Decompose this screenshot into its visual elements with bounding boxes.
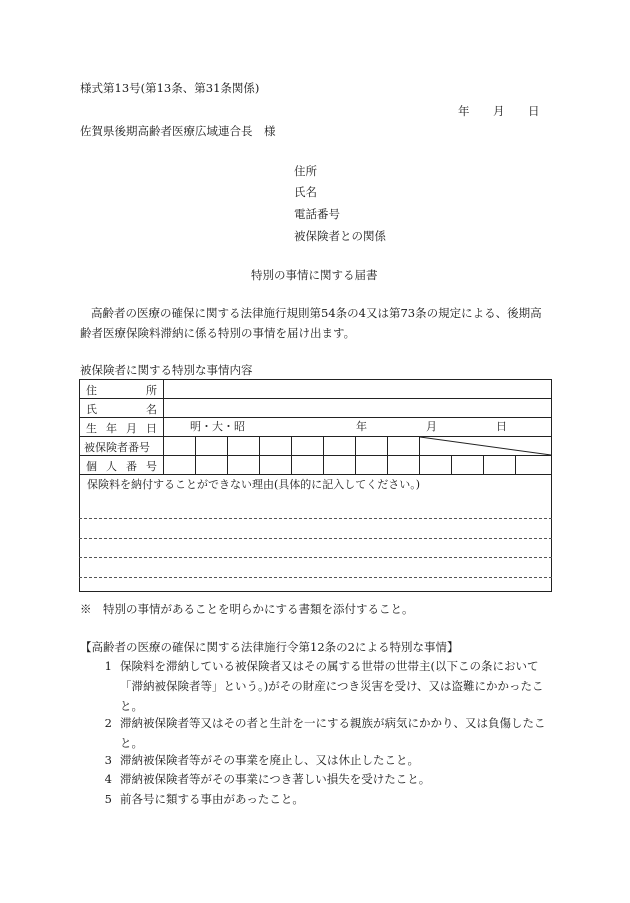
date-year-label: 年 (458, 104, 470, 118)
reason-writing-line (79, 538, 552, 539)
digit-box[interactable] (196, 456, 228, 475)
digit-box[interactable] (356, 437, 388, 456)
birthdate-input-cell[interactable] (164, 418, 552, 437)
list-item-number: 4 (104, 772, 112, 786)
list-item-text: 保険料を滞納している被保険者又はその属する世帯の世帯主(以下この条において「滞納被保険者等」という。)がその財産につき災害を受け、又は盗難にかかったこと。 (120, 659, 544, 713)
address-input-cell[interactable] (164, 380, 552, 399)
address-label-char: 所 (146, 384, 157, 397)
digit-box[interactable] (452, 456, 484, 475)
digit-box[interactable] (420, 456, 452, 475)
birth-year-label: 年 (356, 420, 367, 433)
table-row-name (80, 399, 552, 418)
insured-number-label: 被保険者番号 (84, 441, 150, 454)
personal-number-label-char: 号 (146, 460, 157, 473)
reason-box[interactable] (80, 475, 552, 592)
era-options: 明・大・昭 (190, 420, 245, 433)
table-row-address (80, 380, 552, 399)
section-title: 【高齢者の医療の確保に関する法律施行令第12条の2による特別な事情】 (80, 640, 459, 654)
address-label-char: 住 (86, 384, 97, 397)
intro-paragraph: 高齢者の医療の確保に関する法律施行規則第54条の4又は第73条の規定による、後期高齢者医療保険料滞納に係る特別の事情を届け出ます。 (80, 306, 542, 340)
table-row-birthdate (80, 418, 552, 437)
digit-box[interactable] (164, 437, 196, 456)
digit-box[interactable] (356, 456, 388, 475)
personal-number-label-char: 個 (86, 460, 97, 473)
birth-day-label: 日 (496, 420, 507, 433)
birth-label-char: 月 (126, 422, 137, 435)
list-item-number: 5 (104, 792, 112, 806)
list-item (98, 789, 553, 809)
digit-box[interactable] (516, 456, 552, 475)
list-item-number: 2 (104, 716, 112, 730)
digit-box[interactable] (292, 437, 324, 456)
document-title: 特別の事情に関する届書 (251, 268, 378, 282)
digit-box[interactable] (388, 456, 420, 475)
birth-label-char: 日 (146, 422, 157, 435)
applicant-name-label: 氏名 (294, 185, 317, 199)
form-number: 様式第13号(第13条、第31条関係) (80, 81, 260, 95)
list-item-text: 前各号に類する事由があったこと。 (120, 792, 304, 806)
applicant-relation-label: 被保険者との関係 (294, 229, 386, 243)
digit-box[interactable] (292, 456, 324, 475)
date-month-label: 月 (493, 104, 505, 118)
reason-writing-line (79, 557, 552, 558)
reason-writing-line (79, 518, 552, 519)
circumstances-table (79, 379, 552, 592)
digit-box[interactable] (260, 437, 292, 456)
reason-label: 保険料を納付することができない理由(具体的に記入してください。) (87, 478, 421, 491)
name-label-char: 氏 (86, 403, 97, 416)
table-row-reason (80, 475, 552, 592)
digit-box[interactable] (388, 437, 420, 456)
name-label-char: 名 (146, 403, 157, 416)
birth-label-char: 生 (86, 422, 97, 435)
list-item-text: 滞納被保険者等がその事業につき著しい損失を受けたこと。 (120, 772, 431, 786)
list-item-text: 滞納被保険者等又はその者と生計を一にする親族が病気にかかり、又は負傷したこと。 (120, 716, 546, 750)
digit-box[interactable] (324, 437, 356, 456)
table-caption: 被保険者に関する特別な事情内容 (80, 363, 253, 377)
diagonal-strike-line (420, 437, 551, 455)
personal-number-label-char: 人 (106, 460, 117, 473)
attachment-note: ※ 特別の事情があることを明らかにする書類を添付すること。 (80, 602, 414, 616)
list-item-number: 1 (104, 659, 112, 673)
digit-box[interactable] (196, 437, 228, 456)
date-day-label: 日 (528, 104, 540, 118)
applicant-phone-label: 電話番号 (294, 207, 340, 221)
list-item (98, 750, 553, 770)
list-item (98, 713, 553, 753)
unused-cell (420, 437, 552, 456)
digit-box[interactable] (164, 456, 196, 475)
personal-number-label-char: 番 (126, 460, 137, 473)
addressee: 佐賀県後期高齢者医療広域連合長 様 (80, 124, 276, 138)
digit-box[interactable] (484, 456, 516, 475)
applicant-address-label: 住所 (294, 164, 317, 178)
birth-label-char: 年 (106, 422, 117, 435)
list-item (98, 656, 553, 716)
birth-month-label: 月 (426, 420, 437, 433)
digit-box[interactable] (228, 456, 260, 475)
digit-box[interactable] (260, 456, 292, 475)
digit-box[interactable] (228, 437, 260, 456)
table-row-personal-number (80, 456, 552, 475)
table-row-insured-number (80, 437, 552, 456)
digit-box[interactable] (324, 456, 356, 475)
list-item (98, 769, 553, 789)
list-item-text: 滞納被保険者等がその事業を廃止し、又は休止したこと。 (120, 753, 419, 767)
name-input-cell[interactable] (164, 399, 552, 418)
list-item-number: 3 (104, 753, 112, 767)
reason-writing-line (79, 577, 552, 578)
